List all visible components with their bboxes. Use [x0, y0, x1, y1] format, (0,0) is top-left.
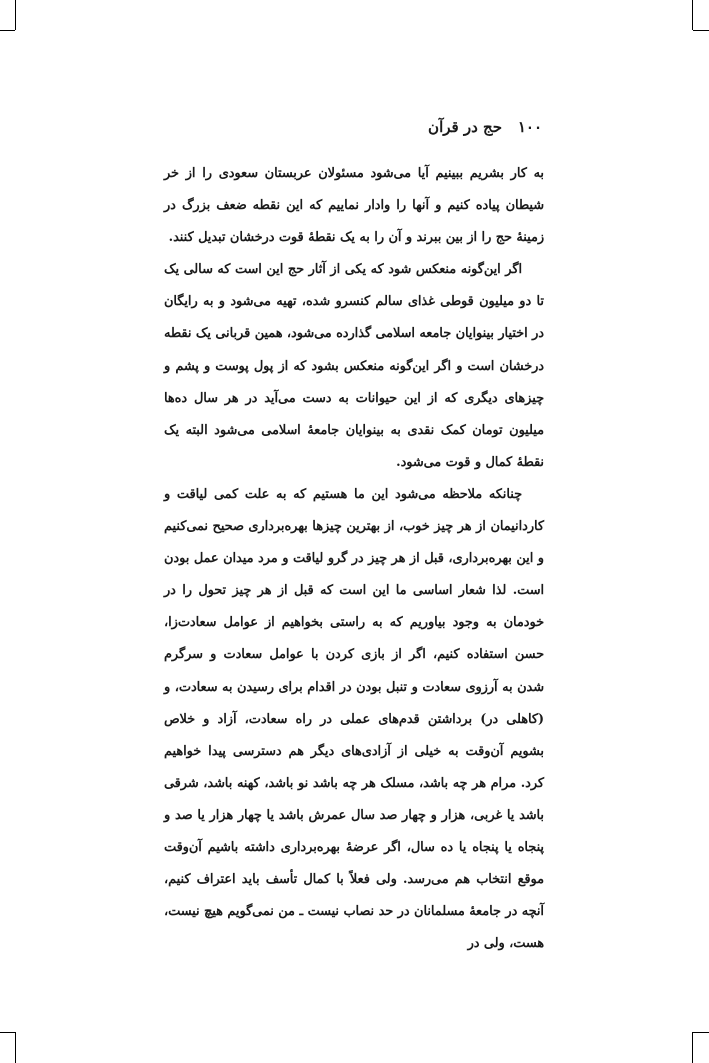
page-header	[0, 114, 709, 140]
crop-mark-bottom-left-horizontal	[0, 1032, 15, 1033]
paragraph: اگر این‌گونه منعکس شود که یکی از آثار حج این است که سالی یک تا دو میلیون قوطی غذای سالم کنسرو شده، تهیه می‌شود و به رایگان در اختیار بینوایان جامعه اسلامی گذارده می‌شود، همین قربانی یک نقطه درخشان است و اگر این‌گونه منعکس بشود که از پول پوست و پشم و چیزهای دیگری که از این حیوانات به دست می‌آید در هر سال ده‌ها میلیون تومان کمک نقدی به بینوایان جامعهٔ اسلامی می‌شود البته یک نقطهٔ کمال و قوت می‌شود.	[164, 262, 544, 470]
page-number: ۱۰۰	[517, 118, 542, 136]
crop-mark-top-right	[692, 0, 693, 30]
crop-mark-bottom-right	[692, 1032, 693, 1063]
crop-mark-top-left-horizontal	[0, 30, 15, 31]
body-text	[164, 158, 544, 960]
paragraph: چنانکه ملاحظه می‌شود این ما هستیم که به علت کمی لیاقت و کاردانیمان از هر چیز خوب، از بهترین چیزها بهره‌برداری صحیح نمی‌کنیم و این بهره‌برداری، قبل از هر چیز در گرو لیاقت و مرد میدان عمل بودن است. لذا شعار اساسی ما این است که قبل از هر چیز تحول را در خودمان به وجود بیاوریم که به راستی بخواهیم از عوامل سعادت‌زا، حسن استفاده کنیم، اگر از بازی کردن با عوامل سعادت و سرگرم شدن به آرزوی سعادت و تنبل بودن در اقدام برای رسیدن به سعادت، و (کاهلی در) برداشتن قدم‌های عملی در راه سعادت، آزاد و خلاص بشویم آن‌وقت به خیلی از آزادی‌های دیگر هم دسترسی پیدا خواهیم کرد. مرام هر چه باشد، مسلک هر چه باشد نو باشد، کهنه باشد، شرقی باشد یا غربی، هزار و چهار صد سال عمرش باشد یا چهار هزار یا صد و پنجاه یا پنجاه یا ده سال، اگر عرضهٔ بهره‌برداری داشته باشیم آن‌وقت موقع انتخاب هم می‌رسد. ولی فعلاً با کمال تأسف باید اعتراف کنیم، آنچه در جامعهٔ مسلمانان در حد نصاب نیست ـ من نمی‌گویم هیچ نیست، هست، ولی در	[164, 486, 544, 952]
crop-mark-bottom-right-horizontal	[693, 1032, 709, 1033]
paragraph-continuation: به کار بشریم ببینیم آیا می‌شود مسئولان عربستان سعودی را از خر شیطان پیاده کنیم و آنها را وادار نماییم که این نقطه ضعف بزرگ در زمینهٔ حج را از بین ببرند و آن را به یک نقطهٔ قوت درخشان تبدیل کنند.	[164, 166, 544, 246]
running-title: حج در قرآن	[428, 118, 502, 136]
crop-mark-bottom-left	[15, 1032, 16, 1063]
crop-mark-top-left	[15, 0, 16, 30]
crop-mark-top-right-horizontal	[693, 30, 709, 31]
